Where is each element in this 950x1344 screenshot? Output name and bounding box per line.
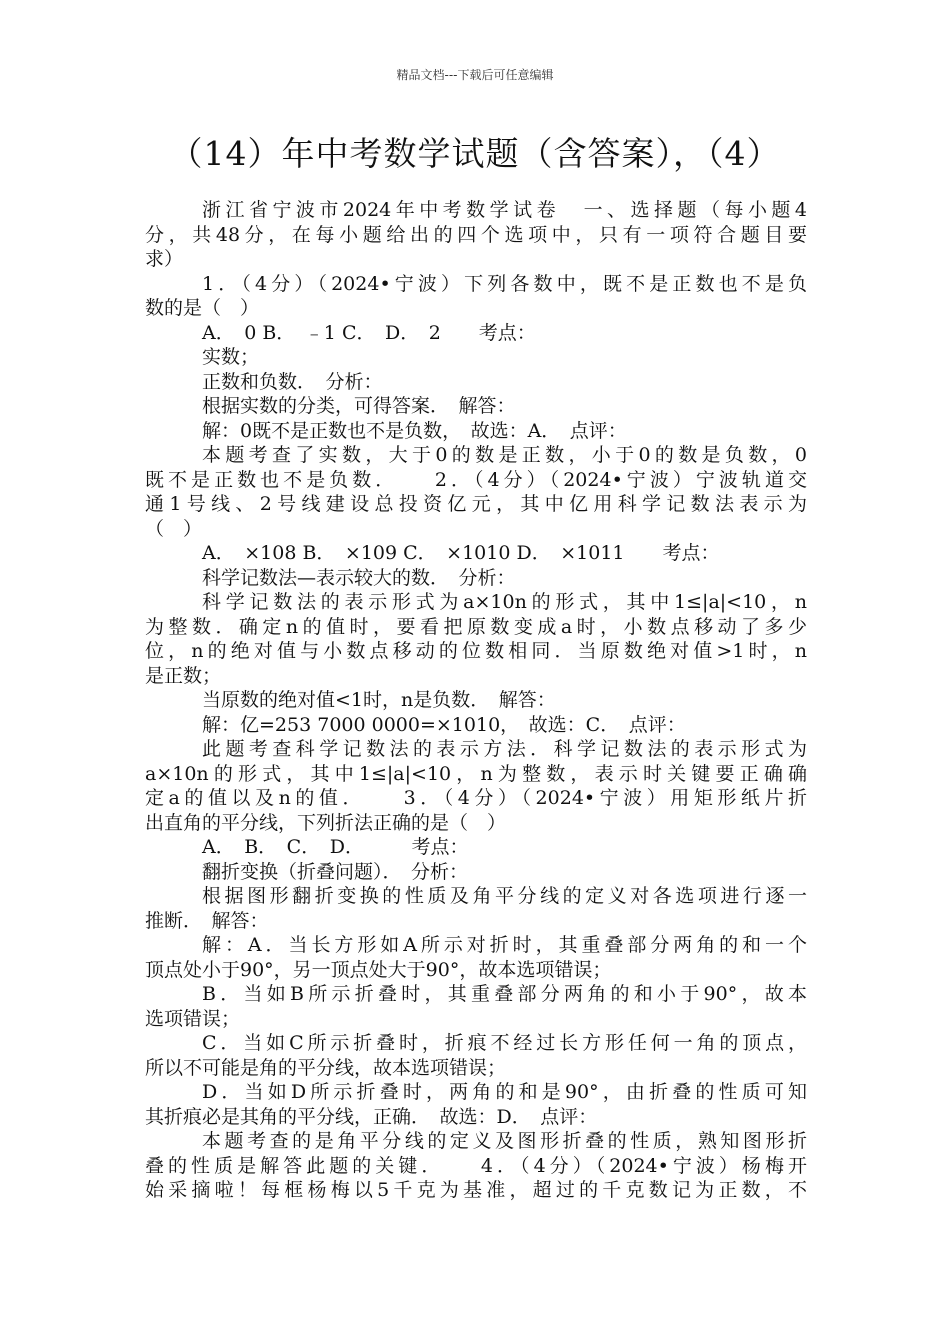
text-line: 科学记数法的表示形式为a×10n的形式，其中1≤|a|<10，n	[202, 591, 807, 613]
text-line: a×10n的形式，其中1≤|a|<10，n为整数，表示时关键要正确确	[145, 762, 807, 785]
text-line: B．当如B所示折叠时，其重叠部分两角的和小于90°，故本	[202, 983, 807, 1005]
document-body	[145, 198, 807, 1203]
text-line: （ ）	[145, 517, 203, 540]
text-line: 科学记数法—表示较大的数． 分析：	[202, 566, 516, 589]
text-line: 根据实数的分类，可得答案． 解答：	[202, 395, 516, 417]
text-line: 分，共48分，在每小题给出的四个选项中，只有一项符合题目要	[145, 223, 807, 246]
text-line: 当原数的绝对值<1时，n是负数． 解答：	[202, 689, 556, 711]
text-line: 位，n的绝对值与小数点移动的位数相同．当原数绝对值>1时，n	[145, 640, 807, 662]
text-line: 定a的值以及n的值． 3．（4分）（2024•宁波）用矩形纸片折	[145, 787, 807, 809]
text-line: 顶点处小于90°，另一顶点处大于90°，故本选项错误；	[145, 958, 612, 981]
text-line: 解：A．当长方形如A所示对折时，其重叠部分两角的和一个	[202, 934, 807, 956]
text-line: 解：0既不是正数也不是负数， 故选：A． 点评：	[202, 419, 627, 442]
text-line: 1．（4分）（2024•宁波）下列各数中，既不是正数也不是负	[202, 272, 807, 295]
text-line: 既不是正数也不是负数． 2．（4分）（2024•宁波）宁波轨道交	[145, 468, 807, 491]
text-line: 此题考查科学记数法的表示方法．科学记数法的表示形式为	[202, 738, 807, 760]
text-line: C．当如C所示折叠时，折痕不经过长方形任何一角的顶点，	[202, 1032, 807, 1054]
text-line: A． 0 B． ﹣1 C． D． 2 考点：	[202, 321, 536, 344]
text-line: 是正数；	[145, 664, 222, 687]
text-line: 正数和负数． 分析：	[202, 370, 383, 393]
text-line: 数的是（ ）	[145, 297, 260, 319]
text-line: 根据图形翻折变换的性质及角平分线的定义对各选项进行逐一	[202, 885, 807, 907]
text-line: 通1号线、2号线建设总投资亿元，其中亿用科学记数法表示为	[145, 493, 807, 515]
text-line: 其折痕必是其角的平分线，正确． 故选：D． 点评：	[145, 1105, 598, 1128]
text-line: 叠的性质是解答此题的关键． 4．（4分）（2024•宁波）杨梅开	[145, 1154, 807, 1177]
text-line: 求）	[145, 248, 184, 270]
text-line: 浙江省宁波市2024年中考数学试卷 一、选择题（每小题4	[202, 199, 807, 221]
text-line: 选项错误；	[145, 1007, 241, 1030]
text-line: 推断． 解答：	[145, 909, 269, 932]
text-line: D．当如D所示折叠时，两角的和是90°，由折叠的性质可知	[202, 1081, 807, 1103]
text-line: 出直角的平分线，下列折法正确的是（ ）	[145, 811, 507, 834]
text-line: 本题考查的是角平分线的定义及图形折叠的性质，熟知图形折	[202, 1130, 807, 1152]
text-line: 翻折变换（折叠问题）． 分析：	[202, 860, 469, 883]
page-header: 精品文档---下载后可任意编辑	[396, 68, 554, 82]
text-line: A． ×108 B． ×109 C． ×1010 D． ×1011 考点：	[202, 542, 720, 564]
text-line: 所以不可能是角的平分线，故本选项错误；	[145, 1056, 507, 1079]
text-line: 实数；	[202, 346, 260, 368]
text-line: 始采摘啦！每框杨梅以5千克为基准，超过的千克数记为正数，不	[145, 1179, 807, 1201]
document-title: （14）年中考数学试题（含答案），（4）	[169, 134, 781, 173]
text-line: 本题考查了实数，大于0的数是正数，小于0的数是负数，0	[202, 444, 807, 466]
text-line: A． B． C． D． 考点：	[202, 836, 469, 858]
text-line: 为整数．确定n的值时，要看把原数变成a时，小数点移动了多少	[145, 615, 807, 638]
text-line: 解：亿=253 7000 0000=×1010， 故选：C． 点评：	[202, 713, 686, 736]
